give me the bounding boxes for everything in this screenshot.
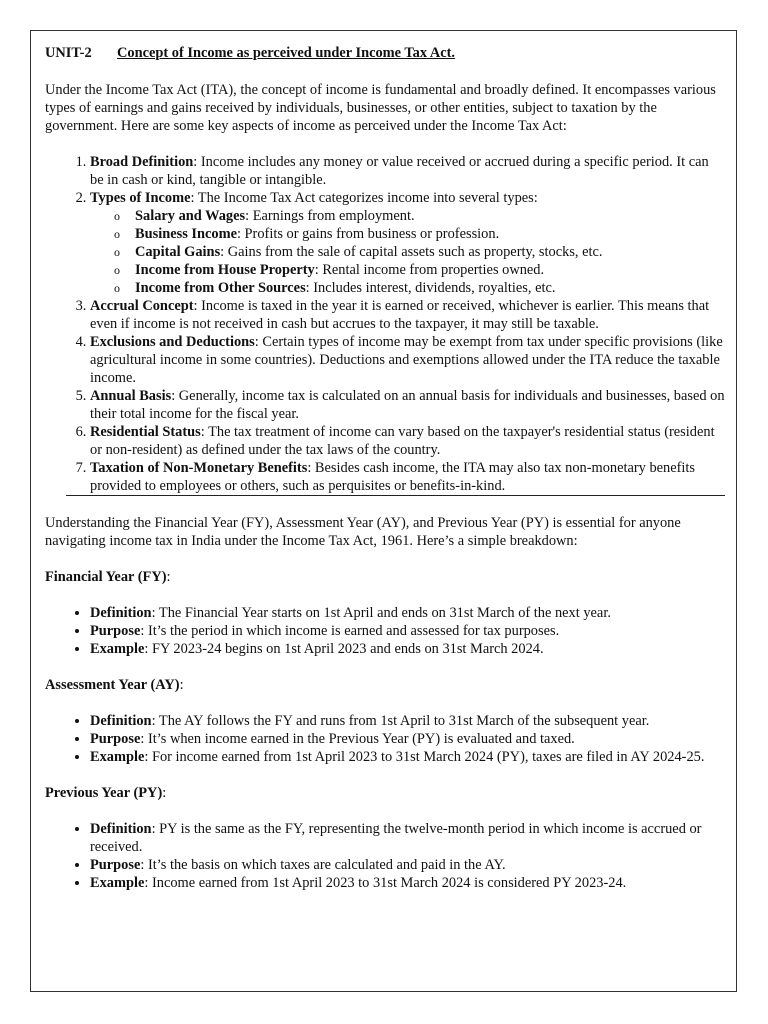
aspect-item xyxy=(90,423,725,459)
bullet-term: Purpose xyxy=(90,623,141,639)
section-divider xyxy=(66,495,725,496)
income-type-text: : Rental income from properties owned. xyxy=(314,262,545,278)
previous-year-list xyxy=(45,820,725,892)
income-type-item xyxy=(135,261,725,279)
intro-paragraph: Under the Income Tax Act (ITA), the concept of income is fundamental and broadly defined. It encompasses various types of earnings and gains received by individuals, businesses, or other entities, subject to taxation by the government. Here are some key aspects of income as perceived under the Income Tax Act: xyxy=(45,82,716,134)
unit-heading xyxy=(45,44,725,62)
bullet-text: : It’s the period in which income is earned and assessed for tax purposes. xyxy=(140,623,560,639)
assessment-year-list xyxy=(45,712,725,766)
aspect-term: Accrual Concept xyxy=(90,298,194,314)
aspect-term: Types of Income xyxy=(90,190,191,206)
aspect-item xyxy=(90,387,725,423)
aspect-term: Taxation of Non-Monetary Benefits xyxy=(90,460,308,476)
bullet-term: Example xyxy=(90,641,145,657)
section-heading-text: Assessment Year (AY) xyxy=(45,677,180,693)
financial-year-heading xyxy=(45,568,725,586)
aspect-text: : Besides cash income, the ITA may also tax non-monetary benefits provided to employees or others, such as perquisites or benefits-in-kind. xyxy=(90,460,696,494)
bullet-text: : The AY follows the FY and runs from 1st April to 31st March of the subsequent year. xyxy=(151,713,650,729)
bullet-text: : For income earned from 1st April 2023 to 31st March 2024 (PY), taxes are filed in AY 2024-25. xyxy=(144,749,705,765)
previous-year-heading xyxy=(45,784,725,802)
aspect-term: Exclusions and Deductions xyxy=(90,334,255,350)
income-type-term: Income from Other Sources xyxy=(135,280,306,296)
bullet-text: : Income earned from 1st April 2023 to 31st March 2024 is considered PY 2023-24. xyxy=(144,875,627,891)
bullet-text: : It’s when income earned in the Previous Year (PY) is evaluated and taxed. xyxy=(140,731,575,747)
income-type-term: Business Income xyxy=(135,226,237,242)
aspect-text: : Certain types of income may be exempt from tax under specific provisions (like agricultural income in some countries). Deductions and exemptions allowed under the ITA reduce the taxable income. xyxy=(90,334,723,386)
bullet-term: Purpose xyxy=(90,731,141,747)
bullet-item xyxy=(90,712,725,730)
aspect-term: Annual Basis xyxy=(90,388,172,404)
bullet-term: Example xyxy=(90,875,145,891)
aspect-term: Broad Definition xyxy=(90,154,194,170)
bullet-item xyxy=(90,748,725,766)
aspect-item xyxy=(90,333,725,387)
income-type-text: : Earnings from employment. xyxy=(245,208,415,224)
bullet-item xyxy=(90,730,725,748)
document-body xyxy=(45,44,725,892)
bullet-term: Purpose xyxy=(90,857,141,873)
aspect-item xyxy=(90,153,725,189)
bullet-text: : The Financial Year starts on 1st April and ends on 31st March of the next year. xyxy=(151,605,611,621)
income-type-text: : Includes interest, dividends, royalties, etc. xyxy=(305,280,556,296)
unit-number: UNIT-2 xyxy=(45,45,92,61)
income-type-term: Income from House Property xyxy=(135,262,315,278)
aspect-item xyxy=(90,297,725,333)
aspect-text: : Income includes any money or value received or accrued during a specific period. It can be in cash or kind, tangible or intangible. xyxy=(90,154,709,188)
aspect-text: : Income is taxed in the year it is earned or received, whichever is earlier. This means that even if income is not received in cash but accrues to the taxpayer, it may still be taxable. xyxy=(90,298,710,332)
bullet-term: Definition xyxy=(90,605,152,621)
aspect-item xyxy=(90,459,725,495)
bullet-text: : PY is the same as the FY, representing the twelve-month period in which income is accrued or received. xyxy=(90,821,702,855)
income-type-item xyxy=(135,279,725,297)
bullet-item xyxy=(90,604,725,622)
section-heading-text: Financial Year (FY) xyxy=(45,569,167,585)
aspect-item xyxy=(90,189,725,297)
income-type-text: : Profits or gains from business or profession. xyxy=(236,226,500,242)
unit-title: Concept of Income as perceived under Income Tax Act. xyxy=(117,45,456,61)
bullet-text: : FY 2023-24 begins on 1st April 2023 and ends on 31st March 2024. xyxy=(144,641,544,657)
bullet-item xyxy=(90,874,725,892)
aspect-text: : The tax treatment of income can vary based on the taxpayer's residential status (resident or non-resident) as defined under the tax laws of the country. xyxy=(90,424,715,458)
bullet-item xyxy=(90,820,725,856)
bullet-text: : It’s the basis on which taxes are calculated and paid in the AY. xyxy=(140,857,506,873)
bullet-item xyxy=(90,622,725,640)
key-aspects-list xyxy=(45,153,725,495)
section-heading-colon: : xyxy=(179,677,184,693)
income-types-list xyxy=(90,207,725,297)
bullet-term: Definition xyxy=(90,713,152,729)
bullet-term: Definition xyxy=(90,821,152,837)
bullet-term: Example xyxy=(90,749,145,765)
income-type-item xyxy=(135,243,725,261)
aspect-text: : Generally, income tax is calculated on an annual basis for individuals and businesses, based on their total income for the fiscal year. xyxy=(90,388,725,422)
income-type-term: Capital Gains xyxy=(135,244,221,260)
income-type-term: Salary and Wages xyxy=(135,208,246,224)
section-heading-text: Previous Year (PY) xyxy=(45,785,163,801)
aspect-text: : The Income Tax Act categorizes income into several types: xyxy=(190,190,538,206)
bullet-item xyxy=(90,640,725,658)
income-type-text: : Gains from the sale of capital assets such as property, stocks, etc. xyxy=(220,244,603,260)
section-heading-colon: : xyxy=(166,569,171,585)
bullet-item xyxy=(90,856,725,874)
fy-ay-py-intro: Understanding the Financial Year (FY), Assessment Year (AY), and Previous Year (PY) is essential for anyone navigating income tax in India under the Income Tax Act, 1961. Here’s a simple breakdown: xyxy=(45,515,681,549)
income-type-item xyxy=(135,207,725,225)
income-type-item xyxy=(135,225,725,243)
assessment-year-heading xyxy=(45,676,725,694)
section-heading-colon: : xyxy=(162,785,167,801)
aspect-term: Residential Status xyxy=(90,424,201,440)
financial-year-list xyxy=(45,604,725,658)
